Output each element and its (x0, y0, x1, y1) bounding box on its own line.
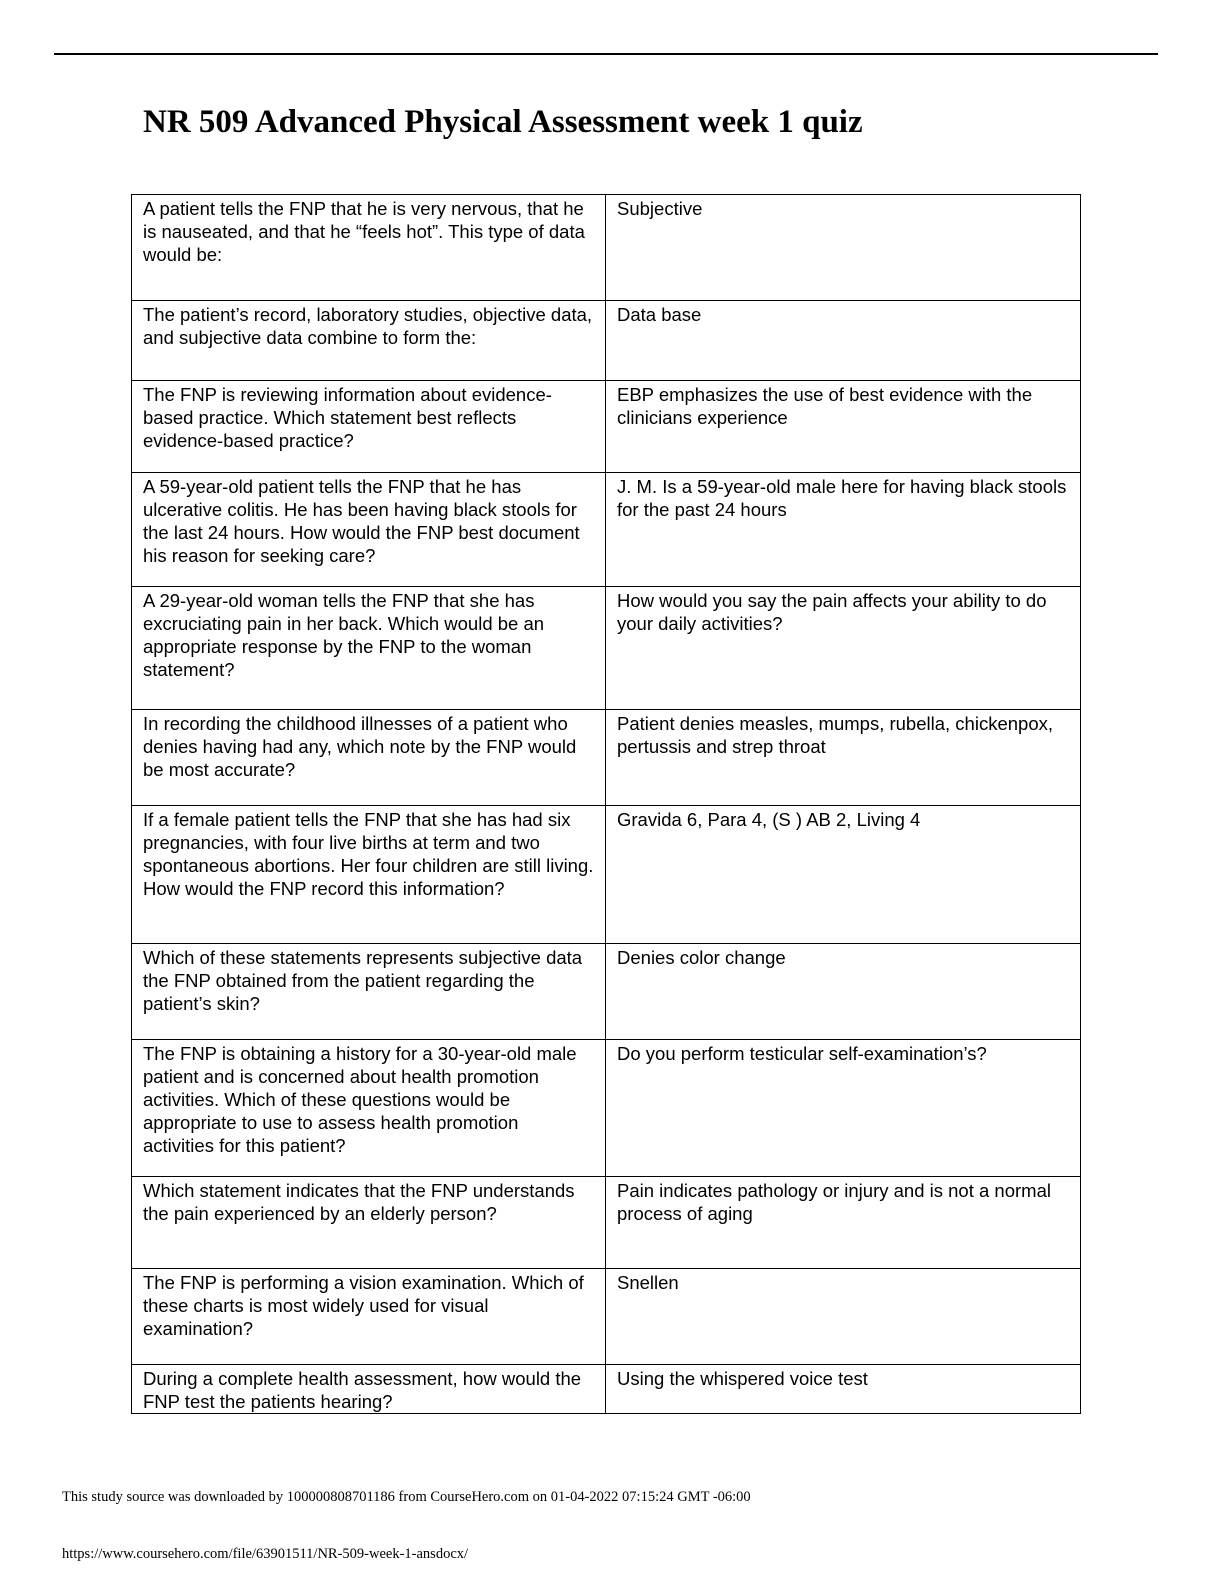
question-cell: The patient’s record, laboratory studies, objective data, and subjective data combine to form the: (132, 301, 606, 381)
table-row (132, 587, 1081, 710)
answer-cell: Patient denies measles, mumps, rubella, chickenpox, pertussis and strep throat (606, 710, 1081, 806)
table-row (132, 473, 1081, 587)
answer-cell: Pain indicates pathology or injury and is not a normal process of aging (606, 1177, 1081, 1269)
answer-cell: Subjective (606, 195, 1081, 301)
quiz-table (131, 194, 1081, 1414)
answer-cell: Do you perform testicular self-examination’s? (606, 1040, 1081, 1177)
header-rule (54, 53, 1158, 55)
answer-cell: J. M. Is a 59-year-old male here for having black stools for the past 24 hours (606, 473, 1081, 587)
answer-cell: Denies color change (606, 944, 1081, 1040)
question-cell: During a complete health assessment, how would the FNP test the patients hearing? (132, 1365, 606, 1414)
question-cell: Which of these statements represents subjective data the FNP obtained from the patient regarding the patient’s skin? (132, 944, 606, 1040)
question-cell: In recording the childhood illnesses of a patient who denies having had any, which note by the FNP would be most accurate? (132, 710, 606, 806)
table-row (132, 1040, 1081, 1177)
source-url[interactable]: https://www.coursehero.com/file/63901511/NR-509-week-1-ansdocx/ (62, 1546, 469, 1562)
question-cell: The FNP is performing a vision examination. Which of these charts is most widely used for visual examination? (132, 1269, 606, 1365)
table-row (132, 710, 1081, 806)
table-row (132, 381, 1081, 473)
document-title: NR 509 Advanced Physical Assessment week 1 quiz (143, 104, 863, 140)
answer-cell: EBP emphasizes the use of best evidence with the clinicians experience (606, 381, 1081, 473)
table-row (132, 806, 1081, 944)
table-row (132, 195, 1081, 301)
download-source-note: This study source was downloaded by 100000808701186 from CourseHero.com on 01-04-2022 07:15:24 GMT -06:00 (62, 1489, 751, 1505)
answer-cell: How would you say the pain affects your ability to do your daily activities? (606, 587, 1081, 710)
question-cell: The FNP is reviewing information about evidence-based practice. Which statement best reflects evidence-based practice? (132, 381, 606, 473)
answer-cell: Using the whispered voice test (606, 1365, 1081, 1414)
question-cell: If a female patient tells the FNP that she has had six pregnancies, with four live births at term and two spontaneous abortions. Her four children are still living. How would the FNP record this information? (132, 806, 606, 944)
question-cell: The FNP is obtaining a history for a 30-year-old male patient and is concerned about health promotion activities. Which of these questions would be appropriate to use to assess health promotion activities for this patient? (132, 1040, 606, 1177)
answer-cell: Snellen (606, 1269, 1081, 1365)
question-cell: A patient tells the FNP that he is very nervous, that he is nauseated, and that he “feels hot”. This type of data would be: (132, 195, 606, 301)
question-cell: Which statement indicates that the FNP understands the pain experienced by an elderly person? (132, 1177, 606, 1269)
answer-cell: Data base (606, 301, 1081, 381)
table-row (132, 1365, 1081, 1414)
answer-cell: Gravida 6, Para 4, (S ) AB 2, Living 4 (606, 806, 1081, 944)
question-cell: A 59-year-old patient tells the FNP that he has ulcerative colitis. He has been having black stools for the last 24 hours. How would the FNP best document his reason for seeking care? (132, 473, 606, 587)
table-row (132, 301, 1081, 381)
table-row (132, 1269, 1081, 1365)
question-cell: A 29-year-old woman tells the FNP that she has excruciating pain in her back. Which would be an appropriate response by the FNP to the woman statement? (132, 587, 606, 710)
table-row (132, 944, 1081, 1040)
table-row (132, 1177, 1081, 1269)
